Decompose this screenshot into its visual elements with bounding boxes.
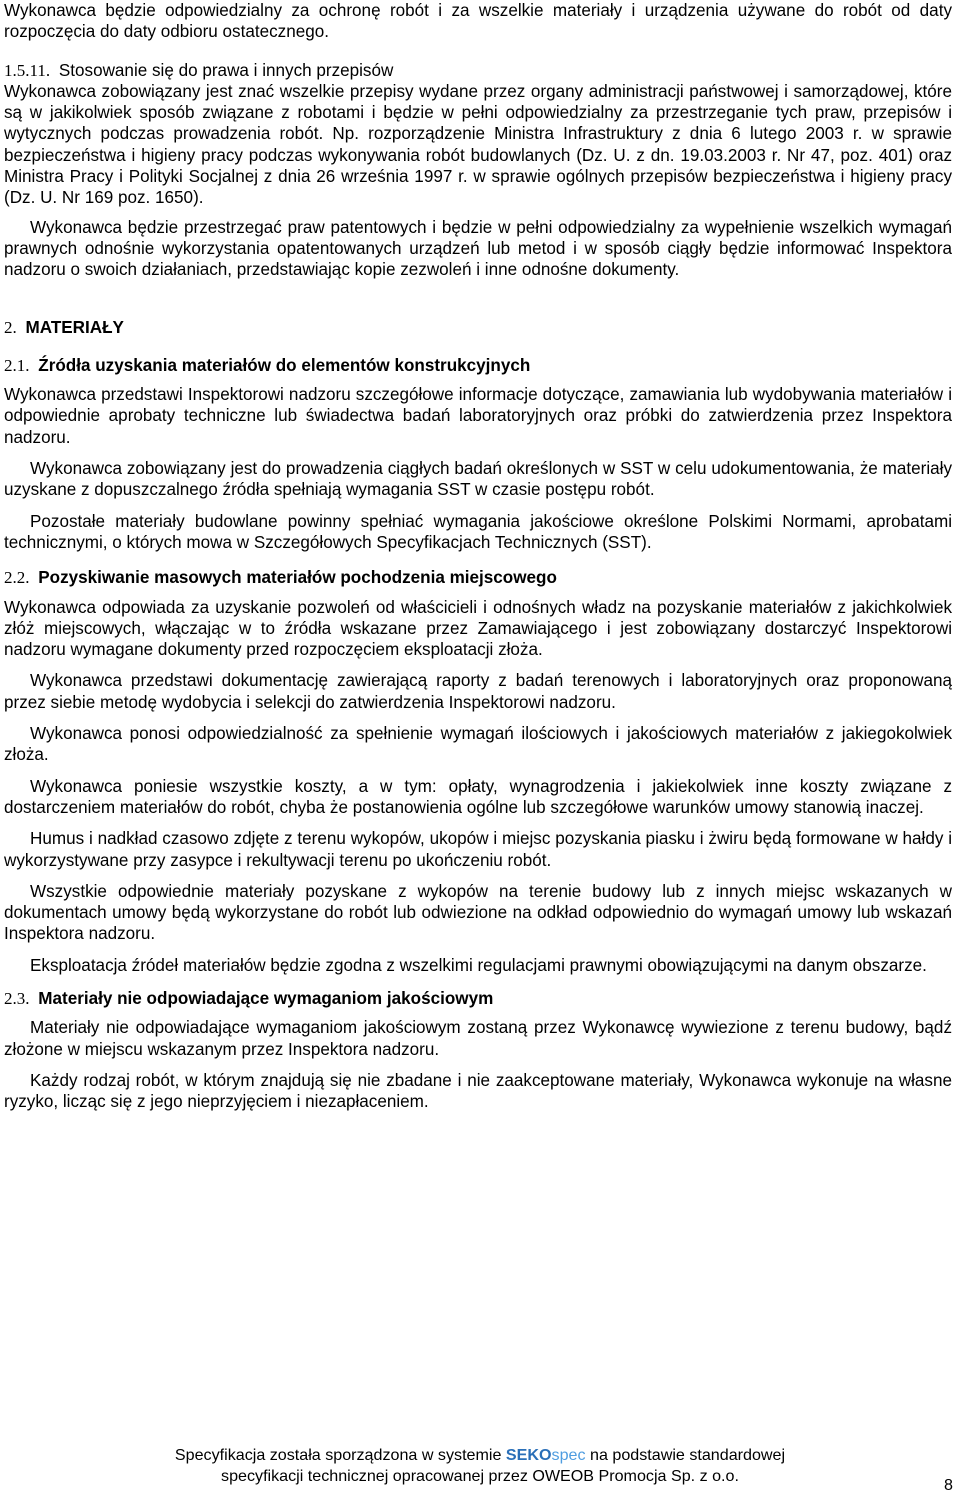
section-2-heading (4, 317, 952, 338)
section-title: Źródła uzyskania materiałów do elementów konstrukcyjnych (38, 355, 531, 375)
paragraph: Wykonawca ponosi odpowiedzialność za spełnienie wymagań ilościowych i jakościowych materiałów z jakiegokolwiek złoża. (4, 724, 952, 765)
section-number: 1.5.11. (4, 60, 51, 80)
section-2-3-heading (4, 988, 952, 1009)
section-title: Stosowanie się do prawa i innych przepisów (58, 60, 394, 80)
section-2-1-heading (4, 355, 952, 376)
paragraph: Wykonawca odpowiada za uzyskanie pozwoleń od właścicieli i odnośnych władz na pozyskanie materiałów z jakichkolwiek złóż miejscowych, włączając w to źródła wskazane przez Zamawiającego i jest zobowiązany dostarczyć Inspektorowi nadzoru wymagane dokumenty przed rozpoczęciem eksploatacji złoża. (4, 597, 952, 660)
section-title: Materiały nie odpowiadające wymaganiom jakościowym (38, 988, 494, 1008)
section-2-2-heading (4, 567, 952, 588)
section-title: Pozyskiwanie masowych materiałów pochodzenia miejscowego (38, 568, 557, 588)
section-title: MATERIAŁY (25, 317, 124, 337)
paragraph: Każdy rodzaj robót, w którym znajdują się nie zbadane i nie zaakceptowane materiały, Wykonawca wykonuje na własne ryzyko, licząc się z jego nieprzyjęciem i niezapłaceniem. (4, 1070, 952, 1112)
intro-paragraph: Wykonawca będzie odpowiedzialny za ochronę robót i za wszelkie materiały i urządzenia używane do robót od daty rozpoczęcia do daty odbioru ostatecznego. (4, 1, 952, 42)
paragraph: Wykonawca przedstawi dokumentację zawierającą raporty z badań terenowych i laboratoryjnych oraz proponowaną przez siebie metodę wydobycia i selekcji do zatwierdzenia Inspektorowi nadzoru. (4, 671, 952, 712)
paragraph: Wszystkie odpowiednie materiały pozyskane z wykopów na terenie budowy lub z innych miejsc wskazanych w dokumentach umowy będą wykorzystane do robót lub odwiezione na odkład odpowiednio do wymagań umowy lub wskazań Inspektora nadzoru. (4, 881, 952, 944)
page-number: 8 (944, 1476, 953, 1494)
footer-line-2: specyfikacji technicznej opracowanej przez OWEOB Promocja Sp. z o.o. (221, 1466, 739, 1485)
sekospec-logo (506, 1446, 586, 1464)
paragraph: Materiały nie odpowiadające wymaganiom jakościowym zostaną przez Wykonawcę wywiezione z terenu budowy, bądź złożone w miejscu wskazanym przez Inspektora nadzoru. (4, 1018, 952, 1059)
section-1-5-11-heading (4, 60, 952, 81)
section-number: 2.1. (4, 355, 30, 375)
paragraph: Pozostałe materiały budowlane powinny spełniać wymagania jakościowe określone Polskimi Normami, aprobatami technicznymi, o których mowa w Szczegółowych Specyfikacjach Technicznych (SST). (4, 511, 952, 552)
paragraph: Wykonawca zobowiązany jest do prowadzenia ciągłych badań określonych w SST w celu udokumentowania, że materiały uzyskane z dopuszczalnego źródła spełniają wymagania SST w czasie postępu robót. (4, 459, 952, 500)
brand-seko: SEKO (505, 1446, 552, 1464)
footer-text: Specyfikacja została sporządzona w systemie (174, 1446, 502, 1464)
paragraph: Wykonawca poniesie wszystkie koszty, a w tym: opłaty, wynagrodzenia i jakiekolwiek inne koszty związane z dostarczeniem materiałów do robót, chyba że postanowienia ogólne lub szczegółowe warunków umowy stanowią inaczej. (4, 776, 952, 817)
section-number: 2.3. (4, 988, 30, 1008)
page-footer (0, 1445, 960, 1486)
section-number: 2.2. (4, 568, 30, 588)
paragraph: Eksploatacja źródeł materiałów będzie zgodna z wszelkimi regulacjami prawnymi obowiązującymi na danym obszarze. (30, 955, 927, 975)
section-number: 2. (4, 317, 17, 337)
document-page (4, 0, 952, 1112)
paragraph: Wykonawca zobowiązany jest znać wszelkie przepisy wydane przez organy administracji państwowej i samorządowej, które są w jakikolwiek sposób związane z robotami i będzie w pełni odpowiedzialny za przestrzeganie tych praw, przepisów i wytycznych podczas prowadzenia robót. Np. rozporządzenie Ministra Infrastruktury z dnia 6 lutego 2003 r. w sprawie bezpieczeństwa i higieny pracy podczas wykonywania robót budowlanych (Dz. U. z dn. 19.03.2003 r. Nr 47, poz. 401) oraz Ministra Pracy i Polityki Socjalnej z dnia 26 września 1997 r. w sprawie ogólnych przepisów bezpieczeństwa i higieny pracy (Dz. U. Nr 169 poz. 1650). (4, 81, 952, 208)
paragraph: Wykonawca przedstawi Inspektorowi nadzoru szczegółowe informacje dotyczące, zamawiania lub wydobywania materiałów i odpowiednie aprobaty techniczne lub świadectwa badań laboratoryjnych oraz próbki do zatwierdzenia przez Inspektora nadzoru. (4, 385, 952, 447)
paragraph: Humus i nadkład czasowo zdjęte z terenu wykopów, ukopów i miejsc pozyskania piasku i żwiru będą formowane w hałdy i wykorzystywane przy zasypce i rekultywacji terenu po ukończeniu robót. (4, 829, 952, 870)
brand-spec: spec (551, 1446, 586, 1464)
paragraph: Wykonawca będzie przestrzegać praw patentowych i będzie w pełni odpowiedzialny za wypełnienie wszelkich wymagań prawnych odnośnie wykorzystania opatentowanych urządzeń lub metod i w sposób ciągły będzie informować Inspektora nadzoru o swoich działaniach, przedstawiając kopie zezwoleń i inne odnośne dokumenty. (4, 217, 952, 280)
footer-text: na podstawie standardowej (590, 1446, 786, 1464)
footer-line-1 (0, 1445, 960, 1466)
